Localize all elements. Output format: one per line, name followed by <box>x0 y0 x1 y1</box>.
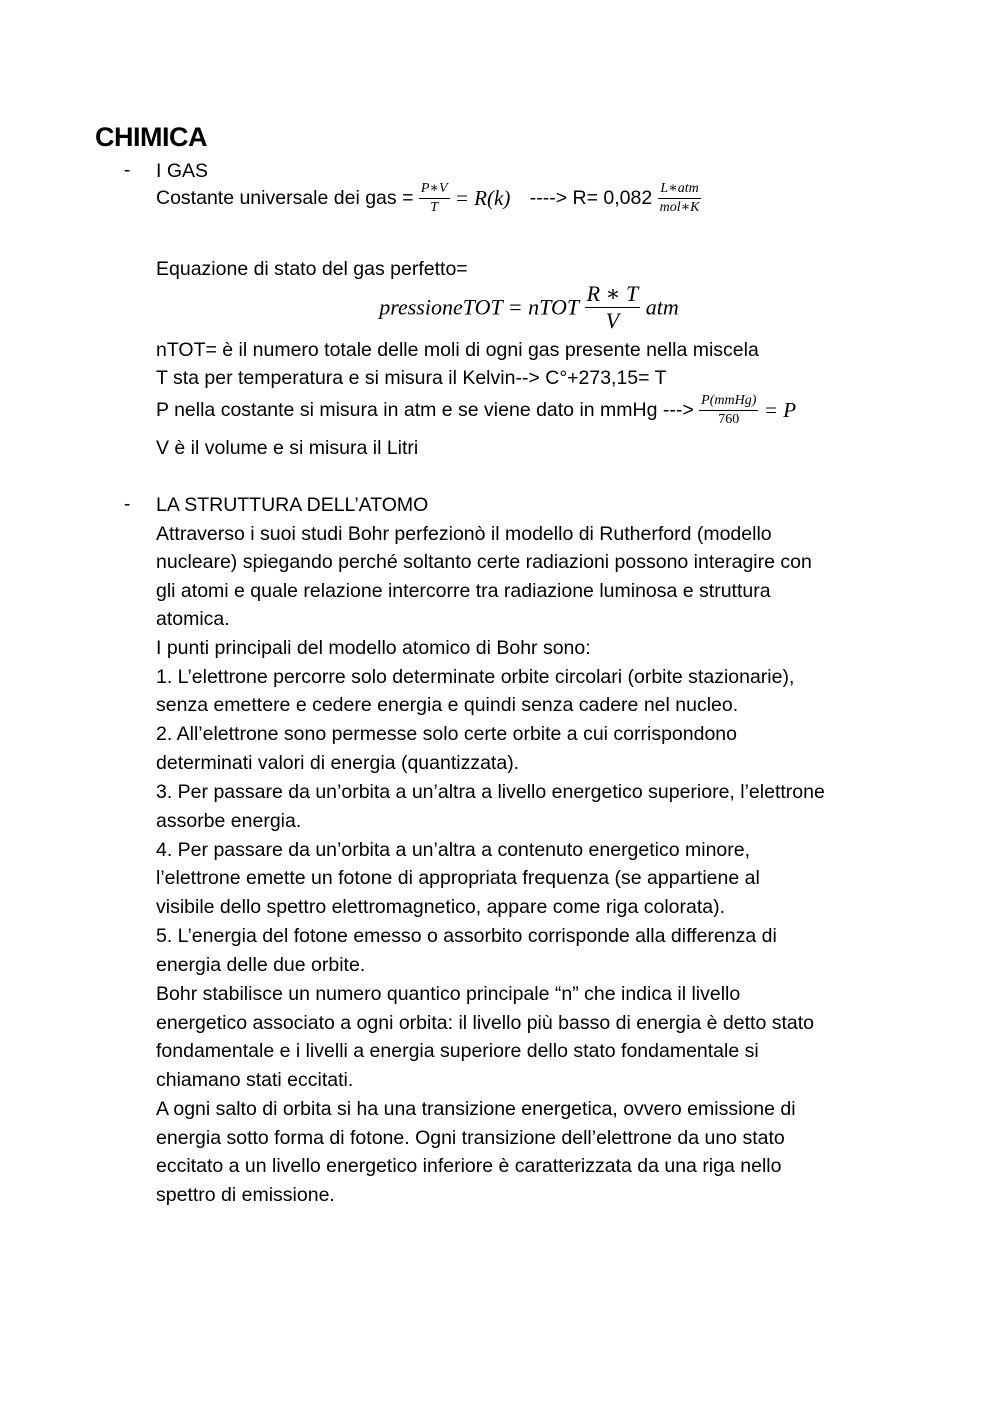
text-line: nucleare) spiegando perché soltanto certe radiazioni possono interagire con <box>156 551 812 573</box>
state-numerator: R ∗ T <box>586 281 639 306</box>
gas-constant-fraction <box>419 182 450 215</box>
state-denominator: V <box>605 308 620 333</box>
text-line: visibile dello spettro elettromagnetico, appare come riga colorata). <box>156 896 726 918</box>
text-line: senza emettere e cedere energia e quindi senza cadere nel nucleo. <box>156 694 739 716</box>
state-unit: atm <box>645 294 679 320</box>
text-line: I punti principali del modello atomico di Bohr sono: <box>156 637 591 659</box>
pressure-line <box>156 394 796 427</box>
gas-constant-unit <box>658 182 702 215</box>
state-equation-lhs: pressioneTOT = nTOT <box>379 294 580 320</box>
text-line: assorbe energia. <box>156 810 302 832</box>
bullet-dash: - <box>124 494 131 515</box>
text-line: energia sotto forma di fotone. Ogni transizione dell’elettrone da uno stato <box>156 1127 785 1149</box>
pressure-equation: = P <box>763 398 797 422</box>
pressure-denominator: 760 <box>718 412 740 427</box>
text-line: 3. Per passare da un’orbita a un’altra a livello energetico superiore, l’elettrone <box>156 781 825 803</box>
pressure-text: P nella costante si misura in atm e se viene dato in mmHg ---> <box>156 399 700 421</box>
text-line: fondamentale e i livelli a energia superiore dello stato fondamentale si <box>156 1040 759 1062</box>
text-line: 5. L’energia del fotone emesso o assorbito corrisponde alla differenza di <box>156 925 777 947</box>
pressure-fraction <box>699 394 758 427</box>
temperature-line: T sta per temperatura e si misura il Kelvin--> C°+273,15= T <box>156 367 667 389</box>
gas-constant-value: ----> R= 0,082 <box>529 187 653 209</box>
text-line: spettro di emissione. <box>156 1184 335 1206</box>
state-equation-fraction <box>585 283 641 332</box>
text-line: eccitato a un livello energetico inferiore è caratterizzata da una riga nello <box>156 1155 782 1177</box>
state-equation-label: Equazione di stato del gas perfetto= <box>156 258 468 280</box>
document-title: CHIMICA <box>95 122 207 152</box>
text-line: A ogni salto di orbita si ha una transizione energetica, ovvero emissione di <box>156 1098 796 1120</box>
text-line: atomica. <box>156 608 230 630</box>
text-line: gli atomi e quale relazione intercorre tra radiazione luminosa e struttura <box>156 580 771 602</box>
gas-constant-label: Costante universale dei gas = <box>156 187 419 209</box>
text-line: 1. L’elettrone percorre solo determinate orbite circolari (orbite stazionarie), <box>156 666 795 688</box>
unit-denominator: mol∗K <box>659 200 700 215</box>
gas-constant-line <box>156 182 701 215</box>
ntot-line: nTOT= è il numero totale delle moli di ogni gas presente nella miscela <box>156 339 759 361</box>
gas-constant-equation: = R(k) <box>449 186 511 210</box>
text-line: l’elettrone emette un fotone di appropriata frequenza (se appartiene al <box>156 867 760 889</box>
text-line: 4. Per passare da un’orbita a un’altra a contenuto energetico minore, <box>156 839 751 861</box>
text-line: 2. All’elettrone sono permesse solo certe orbite a cui corrispondono <box>156 723 737 745</box>
volume-line: V è il volume e si misura il Litri <box>156 437 419 459</box>
text-line: Attraverso i suoi studi Bohr perfezionò il modello di Rutherford (modello <box>156 523 772 545</box>
state-equation <box>0 283 1000 332</box>
bullet-dash: - <box>124 160 131 181</box>
text-line: chiamano stati eccitati. <box>156 1069 354 1091</box>
text-line: energetico associato a ogni orbita: il livello più basso di energia è detto stato <box>156 1012 814 1034</box>
text-line: Bohr stabilisce un numero quantico principale “n” che indica il livello <box>156 983 741 1005</box>
text-line: determinati valori di energia (quantizzata). <box>156 752 520 774</box>
section-heading-gas: I GAS <box>156 160 209 182</box>
unit-numerator: L∗atm <box>658 182 702 199</box>
pressure-numerator: P(mmHg) <box>699 394 758 411</box>
text-line: energia delle due orbite. <box>156 954 366 976</box>
fraction-denominator: T <box>430 200 439 215</box>
fraction-numerator: P∗V <box>419 182 450 199</box>
section-heading-atom: LA STRUTTURA DELL’ATOMO <box>156 494 429 516</box>
